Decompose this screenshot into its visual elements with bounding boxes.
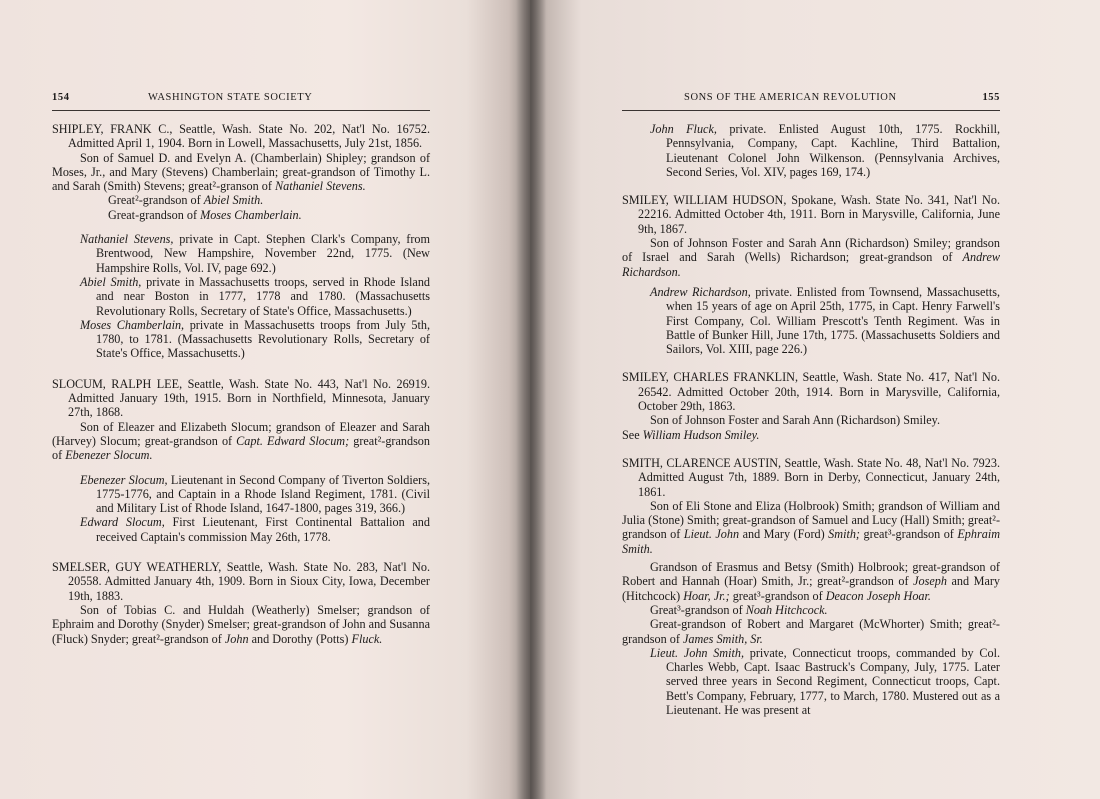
ancestor-record: Andrew Richardson, private. Enlisted from Townsend, Massachusetts, when 15 years of age on April 25th, 1775, in Capt. Henry Farwell's First Company, Col. William Prescott's Tenth Regiment. Was in Battle of Bunker Hill, June 17th, 1775. (Massachusetts Soldiers and Sailors, Vol. XIII, page 226.)	[650, 284, 1001, 357]
entry-lineage: Great-grandson of Moses Chamberlain.	[108, 207, 302, 222]
entry-header: SLOCUM, RALPH LEE, Seattle, Wash. State No. 443, Nat'l No. 26919. Admitted January 19th, 1915. Born in Northfield, Minnesota, January 27th, 1868.	[52, 376, 430, 420]
entry-lineage: Son of Johnson Foster and Sarah Ann (Richardson) Smiley.	[650, 413, 940, 428]
left-page-body	[52, 122, 430, 658]
left-page	[0, 0, 530, 799]
entry-lineage: Son of Tobias C. and Huldah (Weatherly) Smelser; grandson of Ephraim and Dorothy (Snyder) Smelser; great-grandson of John and Susanna (Fluck) Snyder; great²-grandson of John and Dorothy (Potts) Fluck.	[52, 602, 430, 646]
ancestor-record: Abiel Smith, private in Massachusetts troops, served in Rhode Island and near Boston in 1777, 1778 and 1780. (Massachusetts Revolutionary Rolls, Secretary of State's Office, Massachusetts.)	[80, 274, 431, 318]
entry-smiley-charles-franklin	[622, 370, 1000, 441]
header-rule	[52, 110, 430, 111]
ancestor-record: Nathaniel Stevens, private in Capt. Stephen Clark's Company, from Brentwood, New Hampshire, November 22nd, 1775. (New Hampshire Rolls, Vol. IV, page 692.)	[80, 232, 430, 275]
header-rule	[622, 110, 1000, 111]
book-gutter-shadow	[516, 0, 546, 799]
entry-shipley	[52, 122, 430, 361]
entry-lineage: Son of Samuel D. and Evelyn A. (Chamberlain) Shipley; grandson of Moses, Jr., and Mary (Stevens) Chamberlain; great-grandson of Timothy L. and Sarah (Smith) Stevens; great²-granson of Nathaniel Stevens.	[52, 150, 430, 194]
page-number: 154	[52, 92, 70, 103]
entry-fluck	[622, 122, 1000, 179]
entry-header: SMELSER, GUY WEATHERLY, Seattle, Wash. State No. 283, Nat'l No. 20558. Admitted January 4th, 1909. Born in Sioux City, Iowa, December 19th, 1883.	[52, 560, 430, 603]
entry-header: SHIPLEY, FRANK C., Seattle, Wash. State No. 202, Nat'l No. 16752. Admitted April 1, 1904. Born in Lowell, Massachusetts, July 21st, 1856.	[52, 122, 430, 151]
right-page	[530, 0, 1100, 799]
entry-header: SMILEY, WILLIAM HUDSON, Spokane, Wash. State No. 341, Nat'l No. 22216. Admitted October 4th, 1911. Born in Marysville, California, June 9th, 1867.	[622, 193, 1000, 236]
entry-lineage: Great²-grandson of Abiel Smith.	[108, 193, 264, 208]
entry-slocum	[52, 377, 430, 544]
entry-lineage: Son of Eleazer and Elizabeth Slocum; grandson of Eleazer and Sarah (Harvey) Slocum; great-grandson of Capt. Edward Slocum; great²-grandson of Ebenezer Slocum.	[52, 419, 430, 463]
page-number: 155	[982, 92, 1000, 103]
entry-smiley-william-hudson	[622, 193, 1000, 356]
running-head-title: SONS OF THE AMERICAN REVOLUTION	[684, 92, 897, 103]
entry-lineage: Grandson of Erasmus and Betsy (Smith) Holbrook; great-grandson of Robert and Hannah (Hoar) Smith, Jr.; great²-grandson of Joseph and Mary (Hitchcock) Hoar, Jr.; great³-grandson of Deacon Joseph Hoar.	[622, 560, 1001, 603]
entry-header: SMITH, CLARENCE AUSTIN, Seattle, Wash. State No. 48, Nat'l No. 7923. Admitted August 7th, 1889. Born in Derby, Connecticut, January 24th, 1861.	[622, 455, 1000, 499]
ancestor-record: Lieut. John Smith, private, Connecticut troops, commanded by Col. Charles Webb, Capt. Isaac Bastruck's Company, July, 1775. Later served three years in Second Regiment, Connecticut troops, Capt. Bett's Company, February, 1777, to March, 1780. Mustered out as a Lieutenant. He was present at	[650, 645, 1001, 717]
right-page-body	[622, 122, 1000, 729]
ancestor-record: Ebenezer Slocum, Lieutenant in Second Company of Tiverton Soldiers, 1775-1776, and Captain in a Rhode Island Regiment, 1781. (Civil and Military List of Rhode Island, 1647-1800, pages 319, 366.)	[80, 472, 431, 516]
running-head-title: WASHINGTON STATE SOCIETY	[148, 92, 313, 103]
see-reference: See William Hudson Smiley.	[622, 427, 760, 442]
ancestor-record: Moses Chamberlain, private in Massachusetts troops from July 5th, 1780, to 1781. (Massachusetts Revolutionary Rolls, Secretary of State's Office, Massachusetts.)	[80, 317, 430, 361]
entry-lineage: Son of Eli Stone and Eliza (Holbrook) Smith; grandson of William and Julia (Stone) Smith; great-grandson of Samuel and Lucy (Hall) Smith; great²-grandson of Lieut. John and Mary (Ford) Smith; great³-grandson of Ephraim Smith.	[622, 498, 1001, 556]
entry-lineage: Son of Johnson Foster and Sarah Ann (Richardson) Smiley; grandson of Israel and Sarah (Wells) Richardson; great-grandson of Andrew Richardson.	[622, 236, 1000, 279]
entry-header: SMILEY, CHARLES FRANKLIN, Seattle, Wash. State No. 417, Nat'l No. 26542. Admitted October 20th, 1914. Born in Marysville, California, October 29th, 1863.	[622, 370, 1000, 414]
entry-lineage: Great-grandson of Robert and Margaret (McWhorter) Smith; great²-grandson of James Smith, Sr.	[622, 617, 1000, 646]
ancestor-record: John Fluck, private. Enlisted August 10th, 1775. Rockhill, Pennsylvania, Company, Capt. Kachline, Third Battalion, Lieutenant Colonel John Wilkenson. (Pennsylvania Archives, Second Series, Vol. XIV, pages 169, 174.)	[650, 122, 1001, 179]
ancestor-record: Edward Slocum, First Lieutenant, First Continental Battalion and received Captain's commission May 26th, 1778.	[80, 515, 430, 544]
entry-smelser	[52, 560, 430, 646]
entry-smith	[622, 456, 1000, 717]
entry-lineage: Great³-grandson of Noah Hitchcock.	[650, 602, 828, 617]
